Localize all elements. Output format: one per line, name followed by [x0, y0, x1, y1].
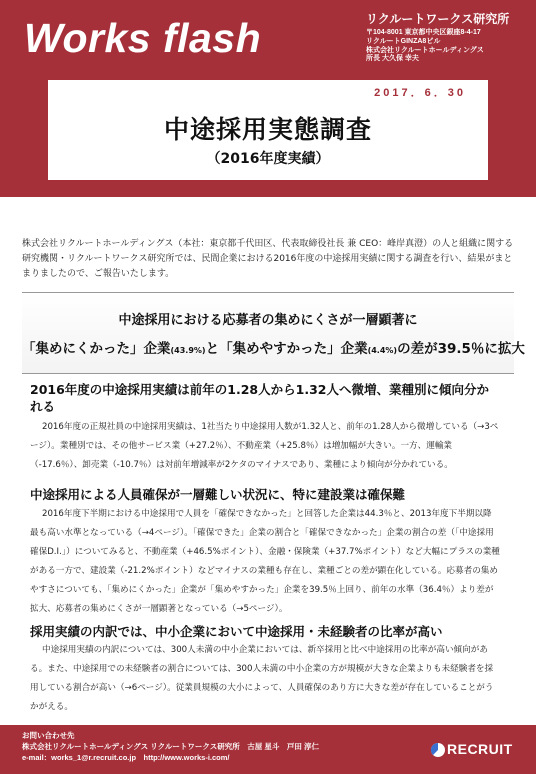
headline-box — [22, 292, 525, 374]
section-1-title: 2016年度の中途採用実績は前年の1.28人から1.32人へ微増、業種別に傾向分かれる — [30, 382, 489, 414]
section-3-body: 中途採用実績の内訳については、300人未満の中小企業においては、新卒採用と比べ中途採用の比率が高い傾向がある。また、中途採用での未経験者の割合については、300人未満の中小企業の方が規模が大きな企業よりも未経験者を採用している割合が高い（→6ページ）。従業員規模の大小によって、人員確保のあり方に大きな差が存在していることがうかがえる。 — [30, 645, 494, 712]
headline-line-1: 中途採用における応募者の集めにくさが一層顕著に — [118, 313, 418, 328]
works-flash-logo: Works flash — [24, 15, 262, 61]
recruit-logo — [429, 739, 525, 761]
headline-easy-label: と「集めやすかった」企業 — [205, 341, 368, 357]
page-title: 中途採用実態調査 — [163, 115, 372, 144]
recruit-wordmark: RECRUIT — [447, 741, 513, 757]
footer-band — [0, 725, 536, 774]
section-1-body: 2016年度の正規社員の中途採用実績は、1社当たり中途採用人数が1.32人と、前年の1.28人から微増している（→3ページ）。業種別では、その他サービス業（+27.2％）、不動産業（+25.8％）は増加幅が大きい。一方、運輸業（-17.6％）、卸売業（-10.7％）は対前年増減率が2ケタのマイナスであり、業種により傾向が分かれている。 — [30, 422, 499, 470]
publisher-block — [366, 12, 509, 64]
section-2-title: 中途採用による人員確保が一層難しい状況に、特に建設業は確保難 — [30, 487, 406, 502]
contact-block — [22, 730, 319, 763]
publish-date: 2017．6．30 — [374, 87, 466, 99]
section-3-title: 採用実績の内訳では、中小企業において中途採用・未経験者の比率が高い — [30, 624, 443, 639]
page-subtitle: （2016年度実績） — [206, 151, 330, 167]
publisher-address: 〒104-8001 東京都中央区銀座8-4-17 — [366, 29, 481, 36]
headline-hard-pct: (43.9%) — [170, 346, 206, 355]
headline-hard-label: 「集めにくかった」企業 — [22, 341, 171, 357]
headline-easy-pct: (4.4%) — [367, 346, 398, 355]
header-band — [0, 0, 536, 197]
contact-line: 株式会社リクルートホールディングス リクルートワークス研究所 古屋 星斗 戸田 淳仁 — [22, 742, 319, 751]
publisher-company: 株式会社リクルートホールディングス — [366, 46, 484, 54]
recruit-mark-icon — [429, 741, 445, 759]
publisher-name: リクルートワークス研究所 — [366, 12, 510, 26]
headline-gap: の差が39.5％に拡大 — [397, 341, 525, 357]
publisher-director: 所長 大久保 幸夫 — [366, 55, 419, 63]
publisher-building: リクルートGINZA8ビル — [366, 37, 441, 45]
contact-email-link[interactable]: e-mail：works_1@r.recruit.co.jp http://www.works-i.com/ — [22, 753, 230, 762]
intro-paragraph: 株式会社リクルートホールディングス（本社：東京都千代田区、代表取締役社長 兼 CEO：峰岸真澄）の人と組織に関する研究機関・リクルートワークス研究所では、民間企業における2016年度の中途採用実績に関する調査を行い、結果がまとまりましたので、ご報告いたします。 — [22, 239, 514, 279]
contact-title: お問い合わせ先 — [22, 731, 75, 740]
title-box — [48, 80, 488, 180]
headline-line-2 — [22, 337, 525, 357]
section-2-body: 2016年度下半期における中途採用で人員を「確保できなかった」と回答した企業は44.3％と、2013年度下半期以降最も高い水準となっている（→4ページ）。「確保できた」企業の割合と「確保できなかった」企業の割合の差（「中途採用確保D.I.」）についてみると、不動産業（+46.5%ポイント）、金融・保険業（+37.7%ポイント）など大幅にプラスの業種がある一方で、建設業（-21.2%ポイント）などマイナスの業種も存在し、業種ごとの差が顕在化している。応募者の集めやすさについても、「集めにくかった」企業が「集めやすかった」企業を39.5％上回り、前年の水準（36.4％）より差が拡大、応募者の集めにくさが一層顕著となっている（→5ページ）。 — [30, 509, 500, 614]
